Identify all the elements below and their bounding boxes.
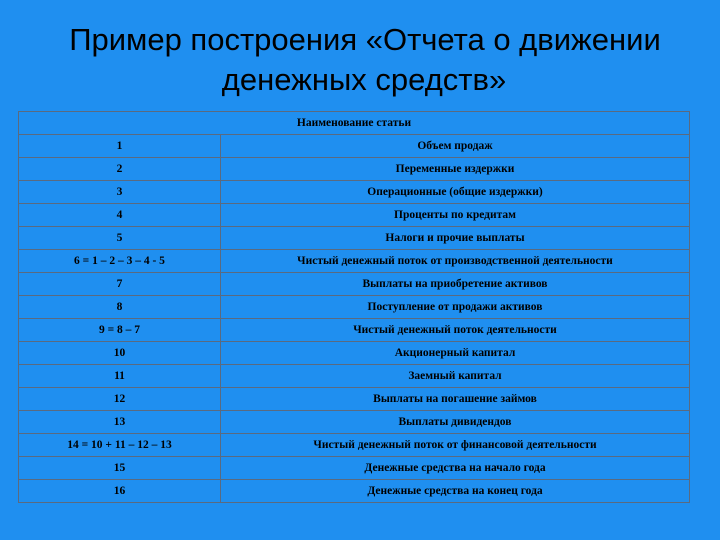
row-name: Заемный капитал xyxy=(221,365,690,388)
row-name: Поступление от продажи активов xyxy=(221,296,690,319)
row-code: 16 xyxy=(19,480,221,503)
row-code: 15 xyxy=(19,457,221,480)
table-row xyxy=(19,158,690,181)
table-row xyxy=(19,135,690,158)
slide-title xyxy=(0,20,720,100)
row-code: 10 xyxy=(19,342,221,365)
row-name: Чистый денежный поток от финансовой деятельности xyxy=(221,434,690,457)
table-header-row xyxy=(19,112,690,135)
row-name: Налоги и прочие выплаты xyxy=(221,227,690,250)
slide-title-line-2: денежных средств» xyxy=(221,62,507,97)
row-name: Акционерный капитал xyxy=(221,342,690,365)
row-name: Операционные (общие издержки) xyxy=(221,181,690,204)
table-row xyxy=(19,227,690,250)
row-code: 3 xyxy=(19,181,221,204)
row-code: 8 xyxy=(19,296,221,319)
table-row xyxy=(19,273,690,296)
row-code: 12 xyxy=(19,388,221,411)
row-name: Выплаты на погашение займов xyxy=(221,388,690,411)
row-name: Выплаты дивидендов xyxy=(221,411,690,434)
table-row xyxy=(19,204,690,227)
table-row xyxy=(19,296,690,319)
table-header: Наименование статьи xyxy=(19,112,690,135)
row-name: Денежные средства на начало года xyxy=(221,457,690,480)
row-name: Объем продаж xyxy=(221,135,690,158)
table-row xyxy=(19,250,690,273)
row-code: 9 = 8 – 7 xyxy=(19,319,221,342)
row-code: 7 xyxy=(19,273,221,296)
table-row xyxy=(19,388,690,411)
row-name: Чистый денежный поток от производственной деятельности xyxy=(221,250,690,273)
table-row xyxy=(19,181,690,204)
row-name: Чистый денежный поток деятельности xyxy=(221,319,690,342)
cash-flow-table xyxy=(18,111,690,503)
row-name: Выплаты на приобретение активов xyxy=(221,273,690,296)
row-code: 1 xyxy=(19,135,221,158)
table-row xyxy=(19,457,690,480)
table-row xyxy=(19,319,690,342)
row-code: 6 = 1 – 2 – 3 – 4 - 5 xyxy=(19,250,221,273)
row-code: 5 xyxy=(19,227,221,250)
row-code: 13 xyxy=(19,411,221,434)
table-row xyxy=(19,411,690,434)
row-code: 14 = 10 + 11 – 12 – 13 xyxy=(19,434,221,457)
row-name: Проценты по кредитам xyxy=(221,204,690,227)
table-row xyxy=(19,480,690,503)
slide-title-line-1: Пример построения «Отчета о движении xyxy=(69,22,661,57)
row-name: Переменные издержки xyxy=(221,158,690,181)
table-row xyxy=(19,365,690,388)
table-row xyxy=(19,434,690,457)
row-code: 4 xyxy=(19,204,221,227)
row-code: 2 xyxy=(19,158,221,181)
row-name: Денежные средства на конец года xyxy=(221,480,690,503)
table-row xyxy=(19,342,690,365)
row-code: 11 xyxy=(19,365,221,388)
